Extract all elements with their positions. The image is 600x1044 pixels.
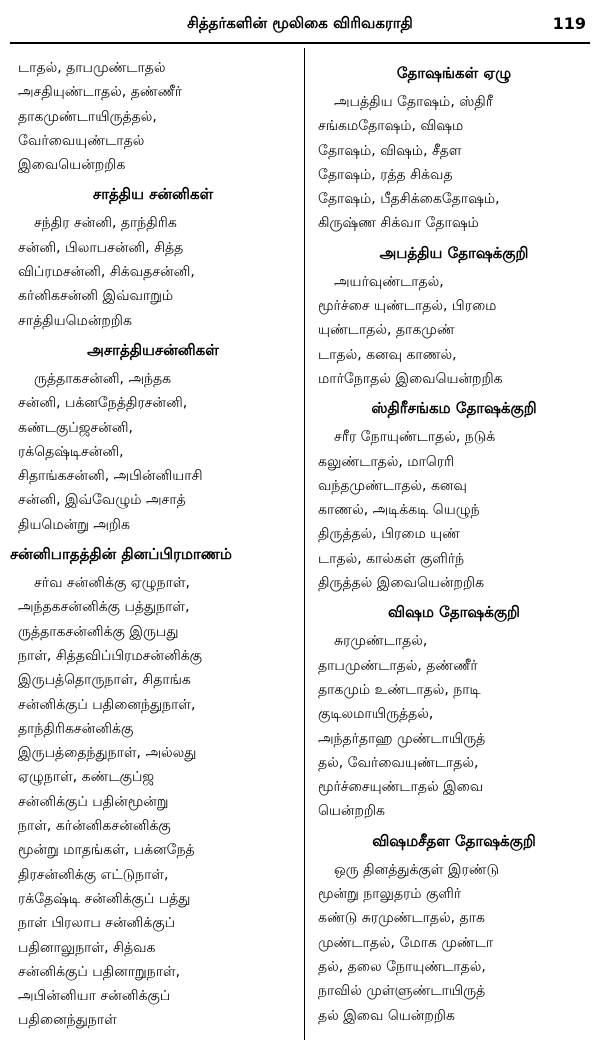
section-heading: சாத்திய சன்னிகள் bbox=[92, 185, 214, 204]
section-heading: சன்னிபாதத்தின் தினப்பிரமாணம் bbox=[10, 545, 232, 564]
text-line: ரக்தெஷ்டிசன்னி, bbox=[18, 443, 124, 460]
running-title: சித்தர்களின் மூலிகை விரிவகராதி bbox=[187, 14, 413, 32]
text-line: சன்னிக்குப் பதினாறுநாள், bbox=[18, 963, 181, 980]
text-line: சன்னி, பக்னநேத்திரசன்னி, bbox=[18, 395, 188, 412]
page-header bbox=[0, 0, 600, 46]
text-line: கலுண்டாதல், மாரெரி bbox=[318, 453, 455, 470]
text-line: தாகமும் உண்டாதல், நாடி bbox=[318, 681, 481, 698]
text-line: திருத்தல், பிரமை யுண் bbox=[318, 526, 460, 543]
text-line: நாவில் முள்ளுண்டாயிருத் bbox=[318, 983, 486, 1000]
text-line: சுரமுண்டாதல், bbox=[334, 633, 428, 650]
text-line: சங்கமதோஷம், விஷம bbox=[318, 118, 464, 135]
text-line: தாந்திரிகசன்னிக்கு bbox=[18, 720, 134, 737]
text-line: டாதல், தாபமுண்டாதல் bbox=[18, 60, 166, 76]
text-line: முண்டாதல், மோக முண்டா bbox=[318, 934, 494, 951]
text-line: சர்வ சன்னிக்கு ஏழுநாள், bbox=[34, 575, 190, 592]
section-heading: ஸ்திரீசங்கம தோஷக்குறி bbox=[371, 399, 537, 418]
text-line: சன்னி, பிலாபசன்னி, சித்த bbox=[18, 239, 184, 256]
text-line: திருத்தல் இவையென்றறிக bbox=[318, 575, 485, 592]
text-line: கர்னிகசன்னி இவ்வாறும் bbox=[18, 288, 174, 305]
section-heading: அசாத்தியசன்னிகள் bbox=[87, 340, 219, 359]
text-line: சாத்தியமென்றறிக bbox=[18, 312, 132, 329]
text-line: மூர்ச்சையுண்டாதல் இவை bbox=[318, 779, 484, 796]
text-line: கிருஷ்ண சிக்வா தோஷம் bbox=[318, 215, 479, 232]
paragraph bbox=[318, 858, 590, 1028]
text-line: அயர்வுண்டாதல், bbox=[334, 273, 444, 290]
text-line: சன்னிக்குப் பதினைந்துநாள், bbox=[18, 696, 196, 713]
paragraph bbox=[18, 56, 288, 177]
text-line: பதினைந்துநாள் bbox=[18, 1012, 117, 1029]
text-line: ருத்தாகசன்னி, அந்தக bbox=[34, 370, 172, 387]
left-column bbox=[10, 56, 288, 1033]
text-line: மூன்று மாதங்கள், பக்னநேத் bbox=[18, 842, 195, 859]
text-line: தல் இவை யென்றறிக bbox=[318, 1007, 455, 1024]
text-line: நாள், சித்தவிப்பிரமசன்னிக்கு bbox=[18, 647, 203, 664]
right-column bbox=[318, 56, 590, 1028]
text-line: அபத்திய தோஷம், ஸ்திரீ bbox=[334, 94, 493, 110]
text-line: குடிலமாயிருத்தல், bbox=[318, 706, 434, 723]
text-line: ருத்தாகசன்னிக்கு இருபது bbox=[18, 623, 179, 640]
paragraph bbox=[318, 270, 590, 391]
text-line: அபின்னியா சன்னிக்குப் bbox=[18, 988, 171, 1005]
paragraph bbox=[18, 367, 288, 537]
section-heading: தோஷங்கள் ஏழு bbox=[396, 64, 512, 82]
text-line: மூன்று நாலுதரம் குளிர் bbox=[318, 886, 462, 903]
section-heading: விஷம தோஷக்குறி bbox=[388, 603, 520, 622]
text-line: பதினாலுநாள், சித்வக bbox=[18, 939, 156, 956]
text-line: கண்டகுப்ஜசன்னி, bbox=[18, 419, 133, 436]
section-heading: விஷமசீதள தோஷக்குறி bbox=[372, 831, 536, 850]
text-line: திரசன்னிக்கு எட்டுநாள், bbox=[18, 866, 169, 883]
text-line: தோஷம், பீதசிக்கைதோஷம், bbox=[318, 191, 500, 208]
text-line: நாள், கர்ன்னிகசன்னிக்கு bbox=[18, 818, 171, 835]
section-heading: அபத்திய தோஷக்குறி bbox=[379, 243, 529, 262]
text-line: சிதாங்கசன்னி, அபின்னியாசி bbox=[18, 468, 203, 485]
text-line: வேர்வையுண்டாதல் bbox=[18, 132, 145, 149]
text-line: மார்நோதல் இவையென்றறிக bbox=[318, 370, 503, 387]
text-line: சன்னிக்குப் பதின்மூன்று bbox=[18, 793, 169, 810]
text-line: இவையென்றறிக bbox=[18, 157, 126, 174]
text-line: சந்திர சன்னி, தாந்திரிக bbox=[34, 215, 177, 232]
text-line: தோஷம், ரத்த சிக்வத bbox=[318, 166, 453, 183]
text-line: அந்தர்தாஹ முண்டாயிருத் bbox=[318, 730, 486, 747]
text-line: விப்ரமசன்னி, சிக்வதசன்னி, bbox=[18, 264, 195, 281]
text-line: ஏழுநாள், கண்டகுப்ஜ bbox=[18, 769, 155, 786]
text-line: அந்தகசன்னிக்கு பத்துநாள், bbox=[18, 599, 190, 616]
text-line: இருபத்தைந்துநாள், அல்லது bbox=[18, 745, 197, 762]
text-line: தல், வேர்வையுண்டாதல், bbox=[318, 754, 479, 771]
text-line: மூர்ச்சை யுண்டாதல், பிரமை bbox=[318, 298, 497, 315]
text-line: வந்தமுண்டாதல், கனவு bbox=[318, 477, 467, 494]
text-line: யென்றறிக bbox=[318, 803, 386, 820]
text-line: யுண்டாதல், தாகமுண் bbox=[318, 322, 455, 339]
text-line: காணல், அடிக்கடி யெழுந் bbox=[318, 502, 480, 519]
page-number: 119 bbox=[552, 14, 586, 33]
text-line: நாள் பிரலாப சன்னிக்குப் bbox=[18, 915, 175, 932]
text-line: தியமென்று அறிக bbox=[18, 516, 130, 533]
text-line: சன்னி, இவ்வேழும் அசாத் bbox=[18, 492, 186, 509]
text-line: தாகமுண்டாயிருத்தல், bbox=[18, 108, 157, 125]
paragraph bbox=[318, 425, 590, 595]
text-line: அசதியுண்டாதல், தண்ணீர் bbox=[18, 84, 183, 101]
paragraph bbox=[318, 629, 590, 823]
text-line: டாதல், கனவு காணல், bbox=[318, 346, 457, 363]
paragraph bbox=[18, 211, 288, 332]
text-line: டாதல், கால்கள் குளிர்ந் bbox=[318, 550, 465, 567]
paragraph bbox=[318, 90, 590, 236]
header-rule bbox=[10, 42, 590, 44]
text-line: இருபத்தொருநாள், சிதாங்க bbox=[18, 672, 191, 689]
text-line: ரக்தேஷ்டி சன்னிக்குப் பத்து bbox=[18, 890, 191, 907]
text-line: சரீர நோயுண்டாதல், நடுக் bbox=[334, 429, 496, 446]
paragraph bbox=[18, 571, 288, 1033]
text-line: தாபமுண்டாதல், தண்ணீர் bbox=[318, 657, 478, 674]
text-line: கண்டு சுரமுண்டாதல், தாக bbox=[318, 910, 485, 927]
text-line: ஒரு தினத்துக்குள் இரண்டு bbox=[334, 861, 500, 878]
text-line: தல், தலை நோயுண்டாதல், bbox=[318, 958, 486, 975]
text-line: தோஷம், விஷம், சீதள bbox=[318, 142, 462, 159]
column-divider bbox=[304, 48, 305, 1040]
